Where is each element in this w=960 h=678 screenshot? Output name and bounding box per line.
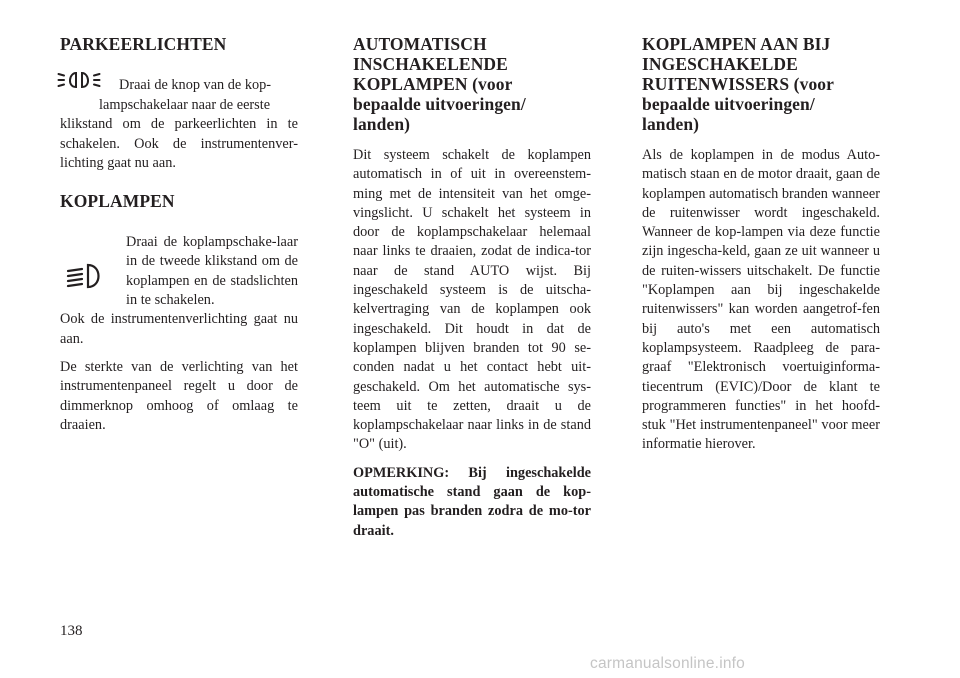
heading-line: KOPLAMPEN AAN BIJ bbox=[642, 34, 831, 54]
parking-lights-icon bbox=[57, 70, 101, 92]
parking-lights-first-line bbox=[60, 76, 298, 96]
column-1 bbox=[60, 34, 298, 435]
section-heading-headlamps-with-wipers bbox=[642, 34, 880, 134]
section-heading-parking-lights: PARKEERLICHTEN bbox=[60, 34, 227, 54]
heading-line: bepaalde uitvoeringen/ bbox=[353, 94, 526, 114]
section-heading-auto-headlamps bbox=[353, 34, 591, 134]
headlamps-block bbox=[60, 233, 298, 435]
heading-line: AUTOMATISCH bbox=[353, 34, 487, 54]
dimmer-text: De sterkte van de verlichting van het instrumentenpaneel regelt u door de dimmerknop omhoog of omlaag te draaien. bbox=[60, 358, 298, 433]
parking-lights-text-rest: klikstand om de parkeerlichten in te schakelen. Ook de instrumentenver-lichting gaat nu aan. bbox=[60, 116, 298, 171]
heading-line: landen) bbox=[642, 114, 700, 134]
heading-line: INSCHAKELENDE bbox=[353, 54, 508, 74]
auto-headlamps-note: OPMERKING: Bij ingeschakelde automatische stand gaan de kop-lampen pas branden zodra de mo-tor draait. bbox=[353, 464, 591, 539]
page-number: 138 bbox=[60, 623, 83, 639]
heading-line: landen) bbox=[353, 114, 411, 134]
heading-line: bepaalde uitvoeringen/ bbox=[642, 94, 815, 114]
low-beam-headlamp-icon bbox=[66, 262, 106, 297]
footer-watermark: carmanualsonline.info bbox=[590, 655, 745, 672]
parking-lights-text-line1: Draai de knop van de kop- bbox=[119, 77, 272, 93]
heading-line: RUITENWISSERS (voor bbox=[642, 74, 835, 94]
section-heading-headlamps: KOPLAMPEN bbox=[60, 191, 175, 212]
column-2 bbox=[353, 34, 591, 541]
heading-line: KOPLAMPEN (voor bbox=[353, 74, 513, 94]
parking-lights-block bbox=[60, 76, 298, 173]
auto-headlamps-body: Dit systeem schakelt de koplampen automatisch in of uit in overeenstem-ming met de intensiteit van het omge-vingslicht. U schakelt het systeem in door de koplampschakelaar helemaal naar links te draaien, zodat de indica-tor naar de stand AUTO wijst. Bij ingeschakeld systeem is de uitscha-kelvertraging van de koplampen ook ingeschakeld. Dit houdt in dat de koplampen blijven branden tot 90 se-conden nadat u het contact hebt uit-geschakeld. Om het automatische sys-teem uit te zetten, draait u de koplampschakelaar naar links in de stand "O" (uit). bbox=[353, 147, 591, 453]
headlamps-text-main: Draai de koplampschake-laar in de tweede klikstand om de koplampen en de stadslichten in te schakelen. bbox=[126, 234, 298, 309]
parking-lights-text-line2: lampschakelaar naar de eerste bbox=[99, 97, 271, 113]
headlamps-with-wipers-body: Als de koplampen in de modus Auto-matisch staan en de motor draait, gaan de koplampen automatisch branden wanneer de ruitenwisser wordt ingeschakeld. Wanneer de kop-lampen via deze functie zijn ingescha-keld, gaan ze uit wanneer u de ruiten-wissers uitschakelt. De functie "Koplampen aan bij ingeschakelde ruitenwissers" kan worden aangetrof-fen bij auto's met een automatisch koplampsysteem. Raadpleeg de para-graaf "Elektronisch voertuiginforma-tiecentrum (EVIC)/Door de klant te programmeren functies" in het hoofd-stuk "Het instrumentenpaneel" voor meer informatie hierover. bbox=[642, 147, 880, 453]
column-3 bbox=[642, 34, 880, 455]
heading-line: INGESCHAKELDE bbox=[642, 54, 798, 74]
headlamps-text-extra: Ook de instrumentenverlichting gaat nu aan. bbox=[60, 311, 298, 347]
